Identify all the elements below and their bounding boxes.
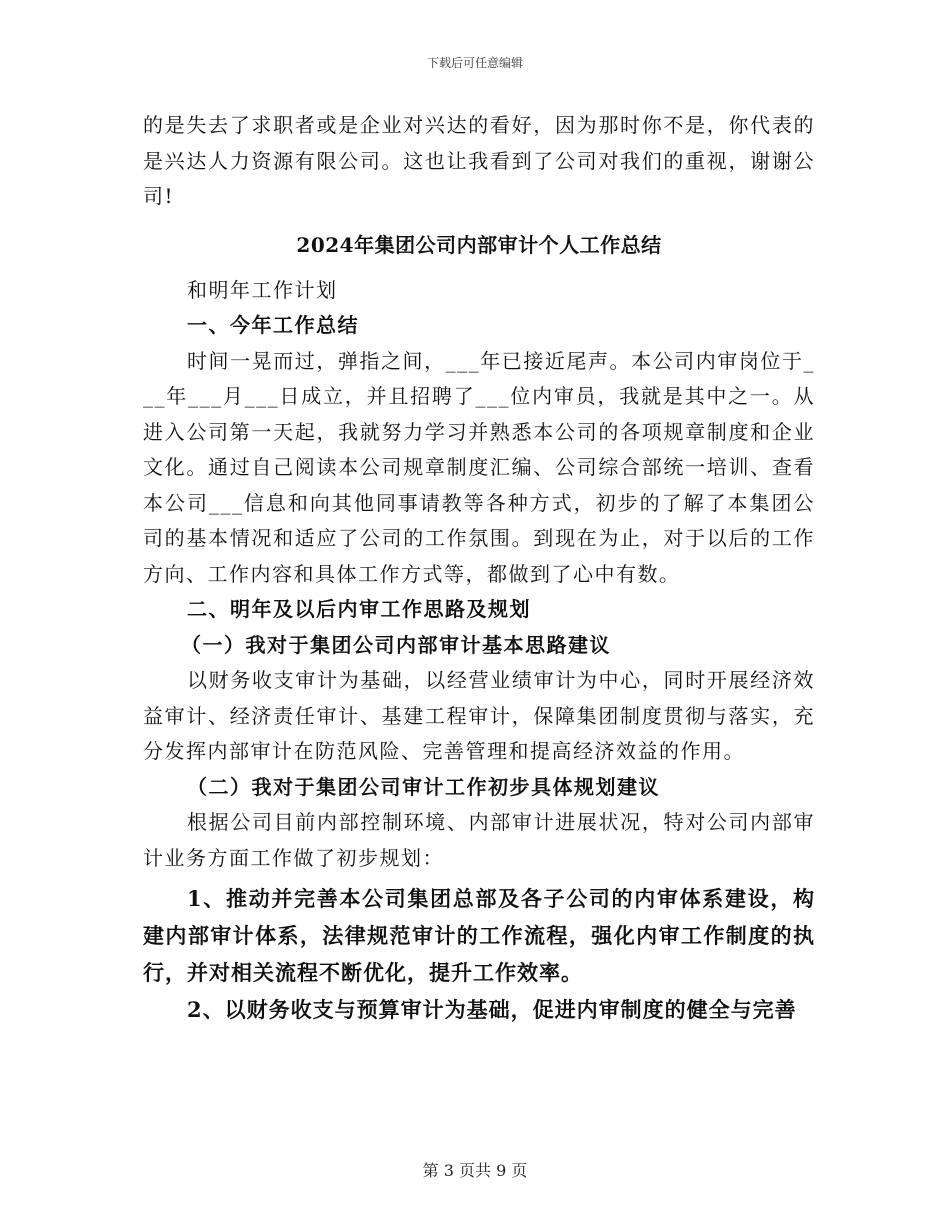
document-subtitle: 和明年工作计划 <box>187 277 338 302</box>
list-item-1: 1、推动并完善本公司集团总部及各子公司的内审体系建设，构建内部审计体系，法律规范审计的工作流程，强化内审工作制度的执行，并对相关流程不断优化，提升工作效率。 <box>143 886 815 985</box>
section2-heading: 二、明年及以后内审工作思路及规划 <box>187 597 531 621</box>
list-item-2: 2、以财务收支与预算审计为基础，促进内审制度的健全与完善 <box>187 997 797 1022</box>
subsection2-body: 根据公司目前内部控制环境、内部审计进展状况，特对公司内部审计业务方面工作做了初步规划： <box>143 810 815 870</box>
page-footer: 第 3 页共 9 页 <box>422 1161 528 1180</box>
intro-paragraph: 的是失去了求职者或是企业对兴达的看好，因为那时你不是，你代表的是兴达人力资源有限公司。这也让我看到了公司对我们的重视，谢谢公司! <box>143 113 815 208</box>
subsection1-body: 以财务收支审计为基础，以经营业绩审计为中心，同时开展经济效益审计、经济责任审计、基建工程审计，保障集团制度贯彻与落实，充分发挥内部审计在防范风险、完善管理和提高经济效益的作用。 <box>143 668 815 763</box>
subsection1-heading: （一）我对于集团公司内部审计基本思路建议 <box>181 632 611 657</box>
document-body <box>143 108 815 1028</box>
section1-heading: 一、今年工作总结 <box>187 313 359 337</box>
subsection2-heading: （二）我对于集团公司审计工作初步具体规划建议 <box>187 774 660 799</box>
document-title: 2024年集团公司内部审计个人工作总结 <box>296 232 662 257</box>
page-header: 下载后可任意编辑 <box>426 56 523 70</box>
section1-body: 时间一晃而过，弹指之间，___年已接近尾声。本公司内审岗位于___年___月___日成立，并且招聘了___位内审员，我就是其中之一。从进入公司第一天起，我就努力学习并熟悉本公司的各项规章制度和企业文化。通过自己阅读本公司规章制度汇编、公司综合部统一培训、查看本公司___信息和向其他同事请教等各种方式，初步的了解了本集团公司的基本情况和适应了公司的工作氛围。到现在为止，对于以后的工作方向、工作内容和具体工作方式等，都做到了心中有数。 <box>143 348 815 586</box>
